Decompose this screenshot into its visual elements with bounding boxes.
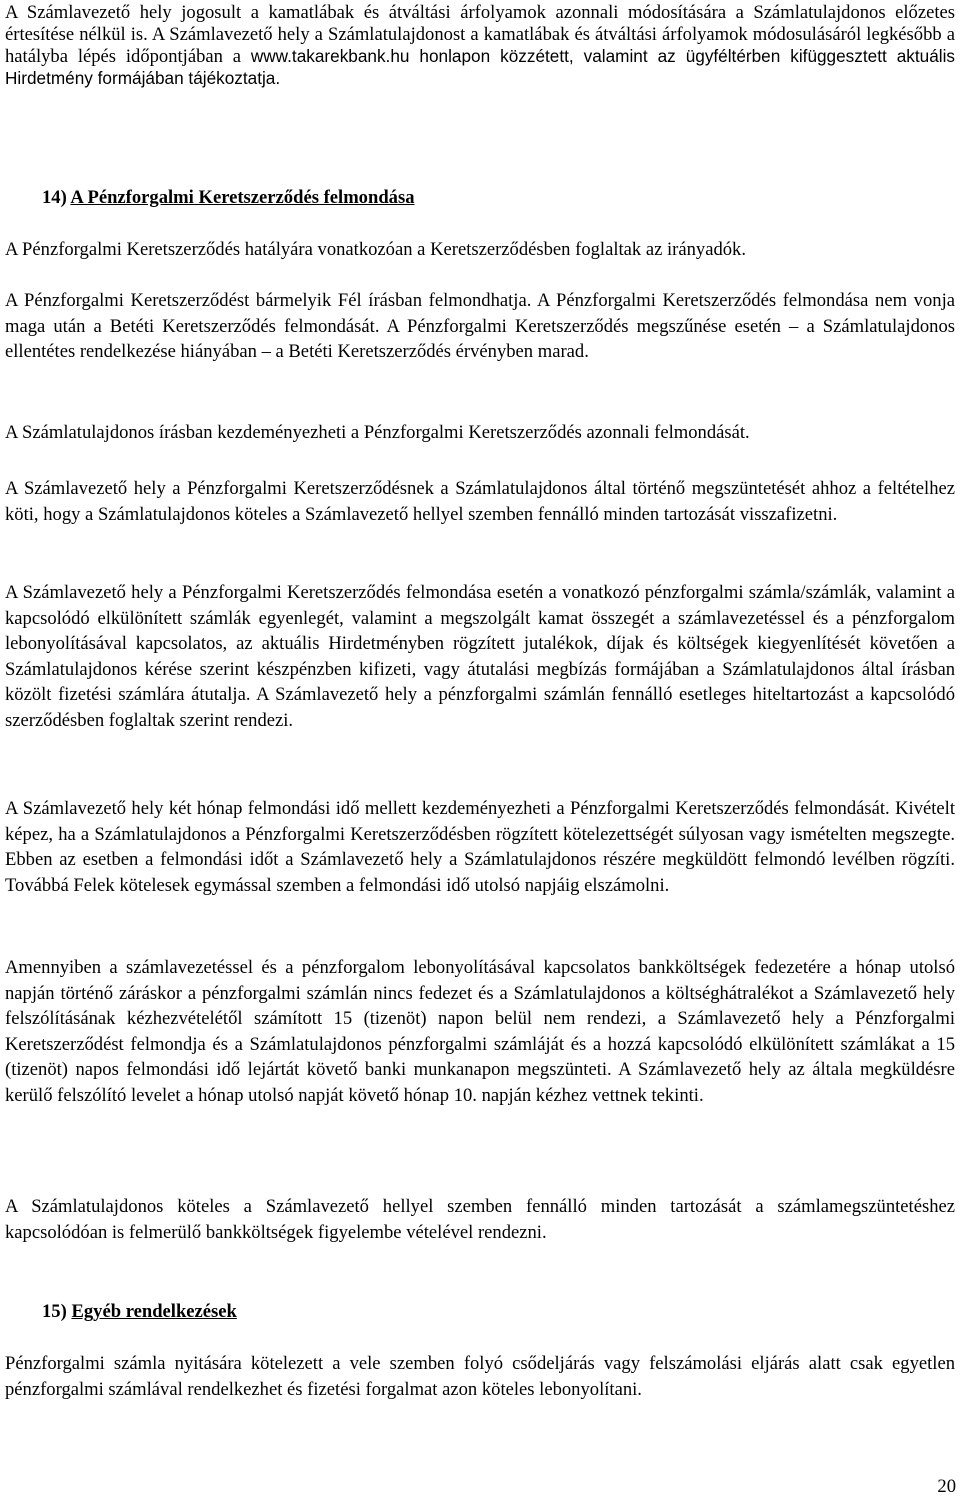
page-number: 20	[937, 1476, 956, 1497]
s14-paragraph-8: A Számlatulajdonos köteles a Számlavezető hellyel szemben fennálló minden tartozását a számlamegszüntetéshez kapcsolódóan is felmerülő bankköltségek figyelembe vételével rendezni.	[5, 1196, 955, 1243]
section-15-heading	[42, 1299, 237, 1324]
intro-paragraph	[5, 2, 955, 89]
intro-text-sans: www.takarekbank.hu honlapon közzétett, valamint az ügyféltérben kifüggesztett aktuális Hirdetmény formájában tájékoztatja.	[5, 46, 955, 88]
section-14-title: A Pénzforgalmi Keretszerződés felmondása	[70, 187, 415, 208]
section-14-number: 14)	[42, 187, 67, 208]
intro-text-serif: A Számlavezető hely jogosult a kamatlábak és átváltási árfolyamok azonnali módosítására a Számlatulajdonos előzetes értesítése nélkül is. A Számlavezető hely a Számlatulajdonost a kamatlábak és átváltási árfolyamok módosulásáról legkésőbb a hatályba lépés időpontjában a	[5, 2, 955, 67]
s14-paragraph-3: A Számlatulajdonos írásban kezdeményezheti a Pénzforgalmi Keretszerződés azonnali felmondását.	[5, 422, 750, 443]
s14-paragraph-5: A Számlavezető hely a Pénzforgalmi Keretszerződés felmondása esetén a vonatkozó pénzforgalmi számla/számlák, valamint a kapcsolódó elkülönített számlák egyenlegét, valamint a megszolgált kamat összegét a számlavezetéssel és a pénzforgalom lebonyolításával kapcsolatos, az aktuális Hirdetményben rögzített jutalékok, díjak és költségek kiegyenlítését követően a Számlatulajdonos kérése szerint készpénzben kifizeti, vagy átutalási megbízás formájában a Számlatulajdonos által írásban közölt fizetési számlára átutalja. A Számlavezető hely a pénzforgalmi számlán fennálló esetleges hiteltartozást a kapcsolódó szerződésben foglaltak szerint rendezi.	[5, 582, 955, 731]
s15-paragraph-1: Pénzforgalmi számla nyitására kötelezett a vele szemben folyó csődeljárás vagy felszámolási eljárás alatt csak egyetlen pénzforgalmi számlával rendelkezhet és fizetési forgalmat azon köteles lebonyolítani.	[5, 1353, 955, 1400]
section-15-title: Egyéb rendelkezések	[71, 1301, 237, 1322]
section-15-number: 15)	[42, 1301, 67, 1322]
section-14-heading	[42, 185, 415, 210]
s14-paragraph-6: A Számlavezető hely két hónap felmondási idő mellett kezdeményezheti a Pénzforgalmi Keretszerződés felmondását. Kivételt képez, ha a Számlatulajdonos a Pénzforgalmi Keretszerződésben rögzített kötelezettségét súlyosan vagy ismételten megszegte. Ebben az esetben a felmondási időt a Számlavezető hely a Számlatulajdonos részére megküldött felmondó levélben rögzíti. Továbbá Felek kötelesek egymással szemben a felmondási idő utolsó napjáig elszámolni.	[5, 798, 955, 896]
s14-paragraph-7: Amennyiben a számlavezetéssel és a pénzforgalom lebonyolításával kapcsolatos bankköltségek fedezetére a hónap utolsó napján történő záráskor a pénzforgalmi számlán nincs fedezet és a Számlatulajdonos a költséghátralékot a Számlavezető hely felszólításának kézhezvételétől számított 15 (tizenöt) napon belül nem rendezi, a Számlavezető hely a Pénzforgalmi Keretszerződést felmondja és a Számlatulajdonos pénzforgalmi számláját és a hozzá kapcsolódó elkülönített számlákat a 15 (tizenöt) napos felmondási idő lejártát követő banki munkanapon megszünteti. A Számlavezető hely az általa megküldésre kerülő felszólító levelet a hónap utolsó napját követő hónap 10. napján kézhez vettnek tekinti.	[5, 957, 955, 1106]
s14-paragraph-2: A Pénzforgalmi Keretszerződést bármelyik Fél írásban felmondhatja. A Pénzforgalmi Keretszerződés felmondása nem vonja maga után a Betéti Keretszerződés felmondását. A Pénzforgalmi Keretszerződés megszűnése esetén – a Számlatulajdonos ellentétes rendelkezése hiányában – a Betéti Keretszerződés érvényben marad.	[5, 290, 955, 362]
s14-paragraph-1: A Pénzforgalmi Keretszerződés hatályára vonatkozóan a Keretszerződésben foglaltak az irányadók.	[5, 239, 747, 260]
s14-paragraph-4: A Számlavezető hely a Pénzforgalmi Keretszerződésnek a Számlatulajdonos által történő megszüntetését ahhoz a feltételhez köti, hogy a Számlatulajdonos köteles a Számlavezető hellyel szemben fennálló minden tartozását visszafizetni.	[5, 478, 955, 525]
